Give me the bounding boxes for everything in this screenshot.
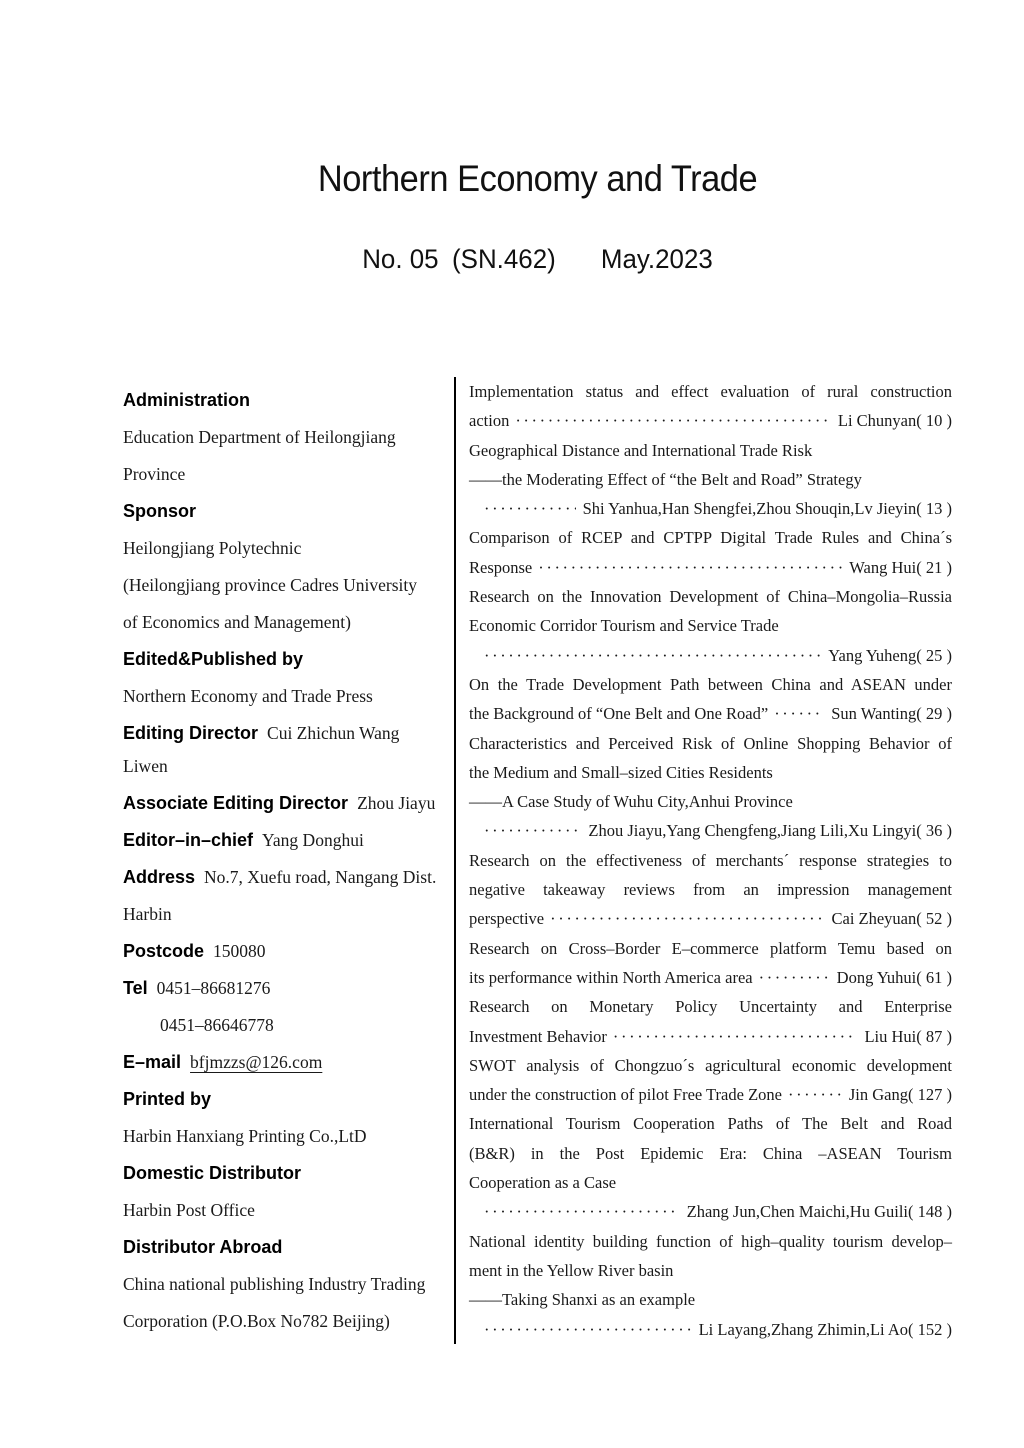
toc-entry-text: Research on the Innovation Development of China–Mongolia–Russia	[469, 587, 952, 607]
toc-line	[469, 406, 952, 435]
toc-line	[469, 699, 952, 728]
toc-authors-page: Zhang Jun,Chen Maichi,Hu Guili( 148 )	[686, 1202, 952, 1222]
toc-line	[469, 1315, 952, 1344]
dot-leader	[484, 494, 576, 523]
toc-entry-text: Implementation status and effect evaluation of rural construction	[469, 382, 952, 401]
dot-leader	[550, 904, 824, 933]
toc-authors-page: Sun Wanting( 29 )	[831, 704, 952, 724]
toc-line	[469, 963, 952, 992]
dot-leader	[774, 699, 824, 728]
dot-leader	[515, 406, 831, 435]
masthead-field-label: Postcode	[123, 941, 205, 961]
toc-line	[469, 1197, 952, 1226]
issue-line	[140, 244, 936, 275]
toc-entry-text: its performance within North America area	[469, 967, 753, 987]
masthead-field-label: E–mail	[123, 1052, 182, 1072]
masthead-heading: Domestic Distributor	[123, 1163, 302, 1183]
toc-line	[469, 494, 952, 523]
toc-entry-text: Economic Corridor Tourism and Service Trade	[469, 616, 779, 636]
toc-entry-text: ——the Moderating Effect of “the Belt and Road” Strategy	[469, 469, 862, 489]
toc-entry-text: ——Taking Shanxi as an example	[469, 1290, 696, 1310]
masthead-field-value: Zhou Jiayu	[357, 793, 436, 813]
dot-leader	[484, 1315, 692, 1344]
toc-line	[469, 641, 952, 670]
masthead-text: Harbin Post Office	[123, 1200, 255, 1220]
toc-authors-page: Wang Hui( 21 )	[849, 557, 952, 577]
dot-leader	[538, 553, 842, 582]
masthead-text: Corporation (P.O.Box No782 Beijing)	[123, 1311, 390, 1331]
content-columns	[123, 377, 952, 1344]
masthead-text: Northern Economy and Trade Press	[123, 686, 373, 706]
masthead-field	[123, 972, 445, 1005]
toc-entry-text: ment in the Yellow River basin	[469, 1260, 674, 1280]
masthead-field-value: 0451–86681276	[156, 978, 271, 998]
toc-authors-page: Jin Gang( 127 )	[848, 1085, 952, 1105]
toc-entry-text: negative takeaway reviews from an impression management	[469, 880, 952, 900]
toc-entry-text: Cooperation as a Case	[469, 1173, 617, 1193]
toc-authors-page: Liu Hui( 87 )	[864, 1026, 952, 1046]
masthead-field-label: Editing Director	[123, 723, 259, 743]
masthead-heading: Distributor Abroad	[123, 1237, 283, 1257]
toc-entry-text: Research on Cross–Border E–commerce platform Temu based on	[469, 938, 952, 958]
toc-entry-text: under the construction of pilot Free Trade Zone	[469, 1085, 782, 1105]
toc-entry-text: Research on the effectiveness of merchants´ response strategies to	[469, 850, 952, 870]
masthead-text: Heilongjiang Polytechnic	[123, 538, 302, 558]
toc-entry-text: SWOT analysis of Chongzuo´s agricultural economic development	[469, 1055, 952, 1075]
masthead-field-value: 150080	[213, 941, 266, 961]
serial-number: (SN.462)	[452, 244, 556, 274]
toc-entry-text: Research on Monetary Policy Uncertainty and Enterprise	[469, 997, 952, 1017]
masthead-field-label: Associate Editing Director	[123, 793, 349, 813]
toc-entry-text: the Background of “One Belt and One Road”	[469, 704, 769, 724]
masthead-field	[123, 717, 445, 783]
toc-authors-page: Yang Yuheng( 25 )	[828, 645, 952, 665]
toc-entry-text: Comparison of RCEP and CPTPP Digital Trade Rules and China´s	[469, 528, 952, 548]
dot-leader	[759, 963, 830, 992]
masthead-text: China national publishing Industry Trading	[123, 1274, 426, 1294]
toc-authors-page: Cai Zheyuan( 52 )	[831, 909, 952, 929]
masthead-field-label: Address	[123, 867, 196, 887]
masthead-heading: Edited&Published by	[123, 649, 304, 669]
masthead-field-label: Tel	[123, 978, 148, 998]
masthead-field	[123, 787, 445, 820]
masthead-field-value: No.7, Xuefu road, Nangang Dist.	[204, 867, 437, 887]
toc-entry-text: Characteristics and Perceived Risk of Online Shopping Behavior of	[469, 733, 952, 753]
toc-authors-page: Dong Yuhui( 61 )	[836, 967, 952, 987]
masthead-field-value: Cui Zhichun Wang Liwen	[123, 723, 400, 776]
toc-column	[456, 377, 952, 1344]
toc-entry-text: Geographical Distance and International Trade Risk	[469, 440, 813, 460]
toc-entry-text: ——A Case Study of Wuhu City,Anhui Province	[469, 792, 793, 812]
masthead-field	[123, 824, 445, 857]
masthead-heading: Administration	[123, 390, 251, 410]
dot-leader	[484, 641, 821, 670]
masthead-text: of Economics and Management)	[123, 612, 351, 632]
dot-leader	[613, 1022, 858, 1051]
toc-line	[469, 1080, 952, 1109]
masthead-field	[123, 1046, 445, 1079]
toc-entry-text: National identity building function of high–quality tourism develop–	[469, 1231, 952, 1251]
toc-entry-text: International Tourism Cooperation Paths of The Belt and Road	[469, 1114, 952, 1134]
masthead-text: 0451–86646778	[160, 1015, 274, 1035]
toc-entry-text: On the Trade Development Path between China and ASEAN under	[469, 674, 952, 694]
toc-entry-text: Response	[469, 557, 533, 577]
email-link[interactable]: bfjmzzs@126.com	[190, 1052, 323, 1072]
issue-date: May.2023	[600, 244, 713, 274]
masthead-text: Province	[123, 464, 186, 484]
masthead-text: Harbin Hanxiang Printing Co.,LtD	[123, 1126, 367, 1146]
toc-line	[469, 816, 952, 845]
masthead-heading: Sponsor	[123, 501, 197, 521]
toc-entry-text: the Medium and Small–sized Cities Residents	[469, 762, 773, 782]
dot-leader	[788, 1080, 842, 1109]
masthead-text: (Heilongjiang province Cadres University	[123, 575, 418, 595]
toc-entry-text: Investment Behavior	[469, 1026, 607, 1046]
masthead-column	[123, 377, 445, 1344]
dot-leader	[484, 1197, 680, 1226]
dot-leader	[484, 816, 581, 845]
masthead-heading: Printed by	[123, 1089, 212, 1109]
toc-entry-text: (B&R) in the Post Epidemic Era: China –ASEAN Tourism	[469, 1143, 952, 1163]
toc-authors-page: Shi Yanhua,Han Shengfei,Zhou Shouqin,Lv Jieyin( 13 )	[582, 499, 952, 519]
toc-line	[469, 553, 952, 582]
toc-authors-page: Li Layang,Zhang Zhimin,Li Ao( 152 )	[698, 1319, 952, 1339]
toc-line	[469, 1022, 952, 1051]
masthead-field	[123, 935, 445, 968]
issue-number: No. 05	[362, 244, 439, 274]
masthead-field-label: Editor–in–chief	[123, 830, 254, 850]
journal-title: Northern Economy and Trade	[317, 158, 758, 199]
toc-line	[469, 904, 952, 933]
toc-entry-text: action	[469, 411, 510, 431]
toc-entry-text: perspective	[469, 909, 545, 929]
masthead-field	[123, 861, 445, 894]
toc-authors-page: Zhou Jiayu,Yang Chengfeng,Jiang Lili,Xu Lingyi( 36 )	[588, 821, 952, 841]
masthead-field-value: Yang Donghui	[262, 830, 364, 850]
masthead-text: Harbin	[123, 904, 172, 924]
toc-authors-page: Li Chunyan( 10 )	[837, 411, 952, 431]
masthead-text: Education Department of Heilongjiang	[123, 427, 396, 447]
